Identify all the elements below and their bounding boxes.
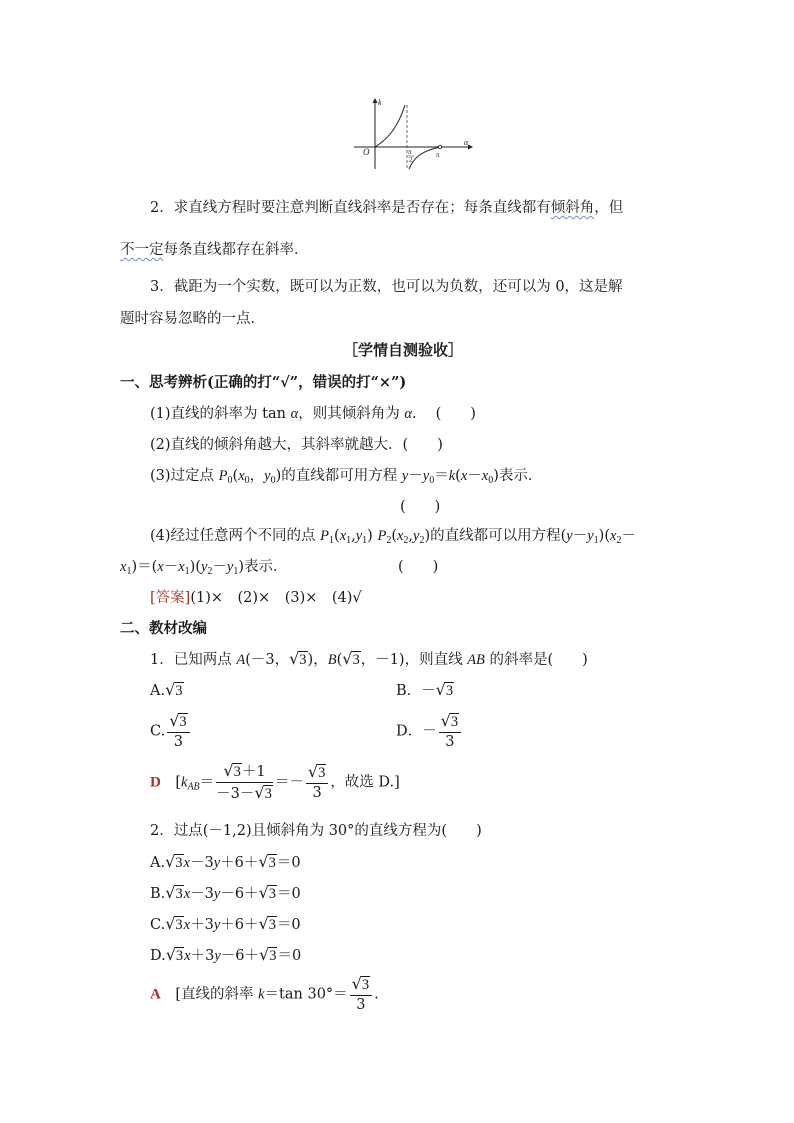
question-2: (2)直线的倾斜角越大，其斜率就越大．( ) <box>150 437 443 453</box>
problem-2-answer: A [直线的斜率 k＝tan 30°＝ $\frac{√3}{3}$ . <box>150 974 379 1013</box>
answer-tag: [答案] <box>150 590 191 606</box>
problem-2-stem: 2．过点(－1,2)且倾斜角为 30°的直线方程为( ) <box>150 823 482 839</box>
question-4-line-1: (4)经过任意两个不同的点 $P_1(x_1,y_1)$ $P_2(x_2,y_2)$的直线都可以用方程$(y-y_1)(x_2-$ <box>150 528 636 546</box>
answer-text: (1)× (2)× (3)× (4)√ <box>190 590 362 606</box>
note-2-line-2: 不一定每条直线都存在斜率． <box>120 242 309 258</box>
section-title: ［学情自测验收］ <box>343 341 464 359</box>
problem-2-answer-letter: A <box>150 986 161 1003</box>
question-4-line-2: $x_1)=(x-x_1)(y_2-y_1)$表示． <box>120 559 288 577</box>
problem-2-option-a: A.√3x－3y＋6＋√3＝0 <box>150 852 301 871</box>
problem-2-option-b: B.√3x－3y－6＋√3＝0 <box>150 883 301 902</box>
answer-line <box>150 588 362 608</box>
note-3-line-1: 3．截距为一个实数，既可以为正数，也可以为负数，还可以为 0，这是解 <box>150 279 623 295</box>
question-4-blank: ( ) <box>398 559 439 575</box>
part2-heading: 二、教材改编 <box>120 620 207 637</box>
note-3-line-2: 题时容易忽略的一点． <box>120 311 265 327</box>
slope-graph <box>350 95 475 170</box>
problem-1-option-d: D．－ $\frac{√3}{3}$ <box>396 712 463 751</box>
problem-1-stem: 1．已知两点 A(－3，√3)，B(√3，－1)，则直线 AB 的斜率是( ) <box>150 649 588 668</box>
part1-heading: 一、思考辨析(正确的打“√”，错误的打“×”) <box>120 374 407 391</box>
pi-label: π <box>436 151 440 159</box>
problem-1-option-c: C. $\frac{√3}{3}$ <box>150 712 192 751</box>
question-3-blank: ( ) <box>400 499 441 515</box>
pi-half-num: π <box>408 148 412 156</box>
question-1: (1)直线的斜率为 tan α，则其倾斜角为 α. ( ) <box>150 406 476 422</box>
k-label: k <box>378 98 382 107</box>
problem-2-option-d: D.√3x＋3y－6＋√3＝0 <box>150 945 302 964</box>
problem-1-answer: D [$k_{AB}=$ $\frac{√3+1}{-3-√3}$ ＝－ $\frac{√3}{3}$ ，故选 D.] <box>150 761 400 802</box>
problem-1-option-b: B．－√3 <box>396 680 454 699</box>
problem-1-answer-letter: D <box>150 774 161 791</box>
note-2-line-1: 2．求直线方程时要注意判断直线斜率是否存在；每条直线都有倾斜角，但 <box>150 200 624 216</box>
origin-label: O <box>363 147 370 157</box>
problem-2-option-c: C.√3x＋3y＋6＋√3＝0 <box>150 914 301 933</box>
pi-half-den: 2 <box>409 156 413 164</box>
problem-1-option-a: A.√3 <box>150 680 183 699</box>
question-3: (3)过定点 $P_0(x_0$，$y_0$)的直线都可用方程 $y-y_0=k(x-x_0)$表示． <box>150 468 543 486</box>
alpha-label: α <box>464 138 469 147</box>
